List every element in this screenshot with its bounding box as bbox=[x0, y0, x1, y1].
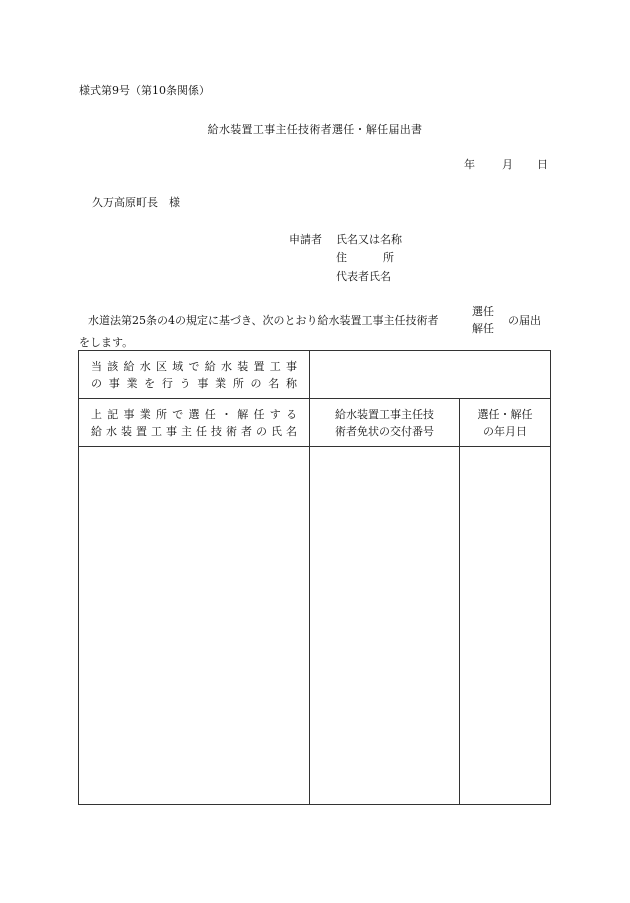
col1-header-cell bbox=[79, 399, 310, 447]
applicant-representative-label: 代表者氏名 bbox=[336, 270, 391, 283]
applicant-address-label-1: 住 bbox=[336, 251, 347, 264]
col1-header-line1: 上記事業所で選任・解任する bbox=[91, 407, 297, 421]
main-table bbox=[78, 350, 551, 805]
date-line bbox=[464, 156, 548, 172]
technician-name-cell[interactable] bbox=[79, 447, 310, 805]
addressee: 久万高原町長 様 bbox=[92, 196, 180, 209]
header-row bbox=[79, 399, 551, 447]
date-month-label: 月 bbox=[502, 158, 513, 171]
applicant-label: 申請者 bbox=[289, 233, 322, 246]
date-day-label: 日 bbox=[537, 158, 548, 171]
body-text-line2: をします。 bbox=[79, 336, 134, 349]
office-header-line1: 当該給水区域で給水装置工事 bbox=[91, 359, 297, 373]
office-value-cell[interactable] bbox=[310, 351, 551, 399]
document-title: 給水装置工事主任技術者選任・解任届出書 bbox=[207, 123, 423, 136]
office-header-line2: の事業を行う事業所の名称 bbox=[91, 376, 297, 390]
table-row bbox=[79, 447, 551, 805]
office-header-cell bbox=[79, 351, 310, 399]
col1-header-line2: 給水装置工事主任技術者の氏名 bbox=[91, 424, 297, 438]
applicant-address-label-2: 所 bbox=[383, 251, 394, 264]
form-number: 様式第9号（第10条関係） bbox=[79, 84, 210, 97]
date-year-label: 年 bbox=[464, 158, 475, 171]
office-row bbox=[79, 351, 551, 399]
applicant-name-label: 氏名又は名称 bbox=[336, 233, 402, 246]
col2-header-line2: 術者免状の交付番号 bbox=[335, 424, 434, 438]
appoint-date-cell[interactable] bbox=[460, 447, 551, 805]
license-number-cell[interactable] bbox=[310, 447, 460, 805]
col3-header-cell bbox=[460, 399, 551, 447]
col3-header-line2: の年月日 bbox=[483, 424, 527, 438]
option-dismiss: 解任 bbox=[472, 322, 494, 335]
col3-header-line1: 選任・解任 bbox=[477, 407, 533, 421]
option-appoint: 選任 bbox=[472, 305, 494, 318]
body-text-line1: 水道法第25条の4の規定に基づき、次のとおり給水装置工事主任技術者 bbox=[88, 314, 439, 327]
body-text-suffix: の届出 bbox=[508, 314, 541, 327]
col2-header-line1: 給水装置工事主任技 bbox=[335, 407, 434, 421]
col2-header-cell bbox=[310, 399, 460, 447]
